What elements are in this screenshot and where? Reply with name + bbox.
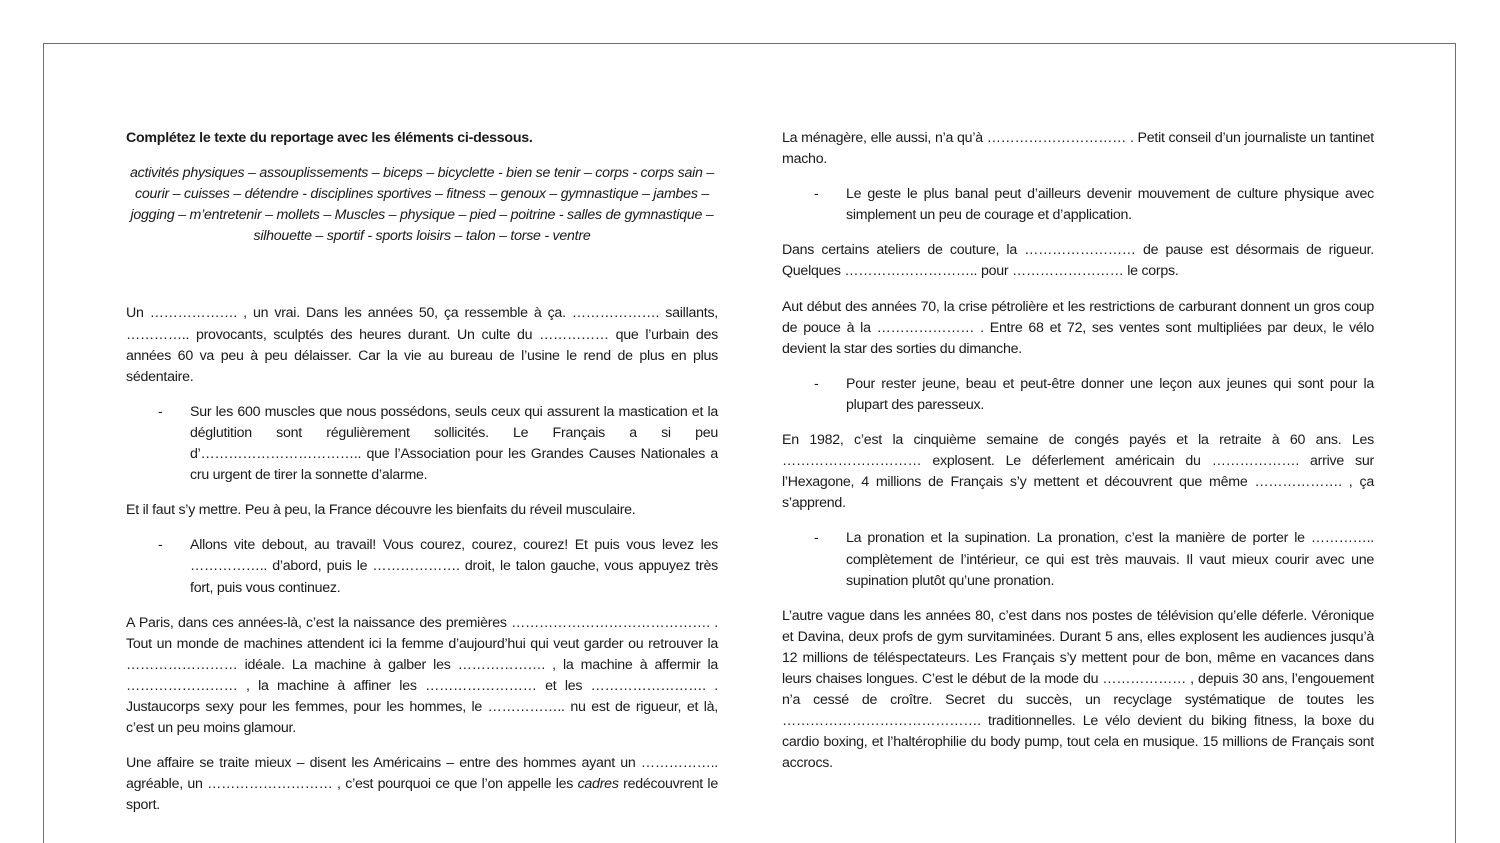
bullet-text: Pour rester jeune, beau et peut-être donner une leçon aux jeunes qui sont pour la plupart des paresseux. bbox=[846, 375, 1374, 413]
paragraph-7: Aut début des années 70, la crise pétrolière et les restrictions de carburant donnent un gros coup de pouce à la ………………… . Entre 68 et 72, ses ventes sont multipliées par deux, le vélo devient la star des sorties du dimanche. bbox=[782, 298, 1374, 357]
paragraph-4-italic-word: cadres bbox=[577, 776, 619, 793]
paragraph-5: La ménagère, elle aussi, n’a qu’à ………………………… . Petit conseil d’un journaliste un tantinet macho. bbox=[782, 130, 1374, 168]
word-bank: activités physiques – assouplissements – biceps – bicyclette - bien se tenir – corps - corps sain – courir – cuisses – détendre - disciplines sportives – fitness – genoux – gymnastique – jambes – jogging – m’entretenir – mollets – Muscles – physique – pied – poitrine - salles de gymnastique – silhouette – sportif - sports loisirs – talon – torse - ventre bbox=[129, 165, 715, 245]
bullet-text: La pronation et la supination. La pronation, c’est la manière de porter le ………….. complètement de l’intérieur, ce qui est très mauvais. Il vaut mieux courir avec une supination plutôt qu’une pronation. bbox=[846, 530, 1374, 589]
bullet-item-3 bbox=[782, 184, 1374, 226]
bullet-dash: - bbox=[814, 186, 819, 203]
bullet-item-1 bbox=[126, 402, 718, 486]
bullet-item-2 bbox=[126, 535, 718, 598]
document-page bbox=[43, 43, 1456, 843]
bullet-item-5 bbox=[782, 528, 1374, 591]
paragraph-9: L’autre vague dans les années 80, c’est dans nos postes de télévision qu’elle déferle. Véronique et Davina, deux profs de gym survitaminées. Durant 5 ans, elles explosent les audiences jusqu’à 12 millions de téléspectateurs. Les Français s’y mettent pour de bon, même en vacances dans leurs chaises longues. C’est le début de la mode du ……………… , depuis 30 ans, l’engouement n’a cessé de croître. Secret du succès, un recyclage systématique de toutes les ……………………………………. traditionnelles. Le vélo devient du biking fitness, la boxe du cardio boxing, et l’haltérophilie du body pump, tout cela en musique. 15 millions de Français sont accrocs. bbox=[782, 607, 1374, 772]
left-column bbox=[126, 128, 718, 830]
paragraph-4-text-start: Une affaire se traite mieux – disent les Américains – entre des hommes ayant un …………….. agréable, un ……………………… , c’est pourquoi ce que l’on appelle les bbox=[126, 755, 718, 793]
paragraph-2: Et il faut s’y mettre. Peu à peu, la France découvre les bienfaits du réveil musculaire. bbox=[126, 502, 636, 519]
bullet-item-4 bbox=[782, 374, 1374, 416]
bullet-dash: - bbox=[814, 375, 819, 392]
bullet-text: Sur les 600 muscles que nous possédons, seuls ceux qui assurent la mastication et la déglutition sont régulièrement sollicités. Le Français a si peu d’…………………………….. que l’Association pour les Grandes Causes Nationales a cru urgent de tirer la sonnette d’alarme. bbox=[190, 403, 718, 484]
right-column bbox=[782, 128, 1374, 788]
paragraph-8: En 1982, c’est la cinquième semaine de congés payés et la retraite à 60 ans. Les ………………………… explosent. Le déferlement américain du ………………. arrive sur l’Hexagone, 4 millions de Français s’y mettent et découvrent que même ………………. , ça s’apprend. bbox=[782, 432, 1374, 512]
bullet-text: Le geste le plus banal peut d’ailleurs devenir mouvement de culture physique avec simplement un peu de courage et d’application. bbox=[846, 186, 1374, 224]
exercise-instruction: Complétez le texte du reportage avec les éléments ci-dessous. bbox=[126, 130, 533, 146]
paragraph-3: A Paris, dans ces années-là, c’est la naissance des premières ……………………………………. . Tout un monde de machines attendent ici la femme d’aujourd’hui qui veut garder ou retrouver la …………………… idéale. La machine à galber les ………………. , la machine à affermir la …………………… , la machine à affiner les …………………… et les ……………………. . Justaucorps sexy pour les femmes, pour les hommes, le …………….. nu est de rigueur, et là, c’est un peu moins glamour. bbox=[126, 614, 718, 737]
paragraph-6: Dans certains ateliers de couture, la …………………… de pause est désormais de rigueur. Quelques ……………………….. pour …………………… le corps. bbox=[782, 242, 1374, 280]
bullet-dash: - bbox=[158, 537, 163, 554]
paragraph-1: Un ………………. , un vrai. Dans les années 50, ça ressemble à ça. ………………. saillants, ………….. provocants, sculptés des heures durant. Un culte du …………… que l’urbain des années 60 va peu à peu délaisser. Car la vie au bureau de l’usine le rend de plus en plus sédentaire. bbox=[126, 305, 718, 385]
bullet-dash: - bbox=[158, 403, 163, 420]
bullet-text: Allons vite debout, au travail! Vous courez, courez, courez! Et puis vous levez les …………….. d’abord, puis le ………………. droit, le talon gauche, vous appuyez très fort, puis vous continuez. bbox=[190, 537, 718, 596]
paragraph-4-text-end: redécouvrent le sport. bbox=[126, 776, 718, 814]
bullet-dash: - bbox=[814, 530, 819, 547]
